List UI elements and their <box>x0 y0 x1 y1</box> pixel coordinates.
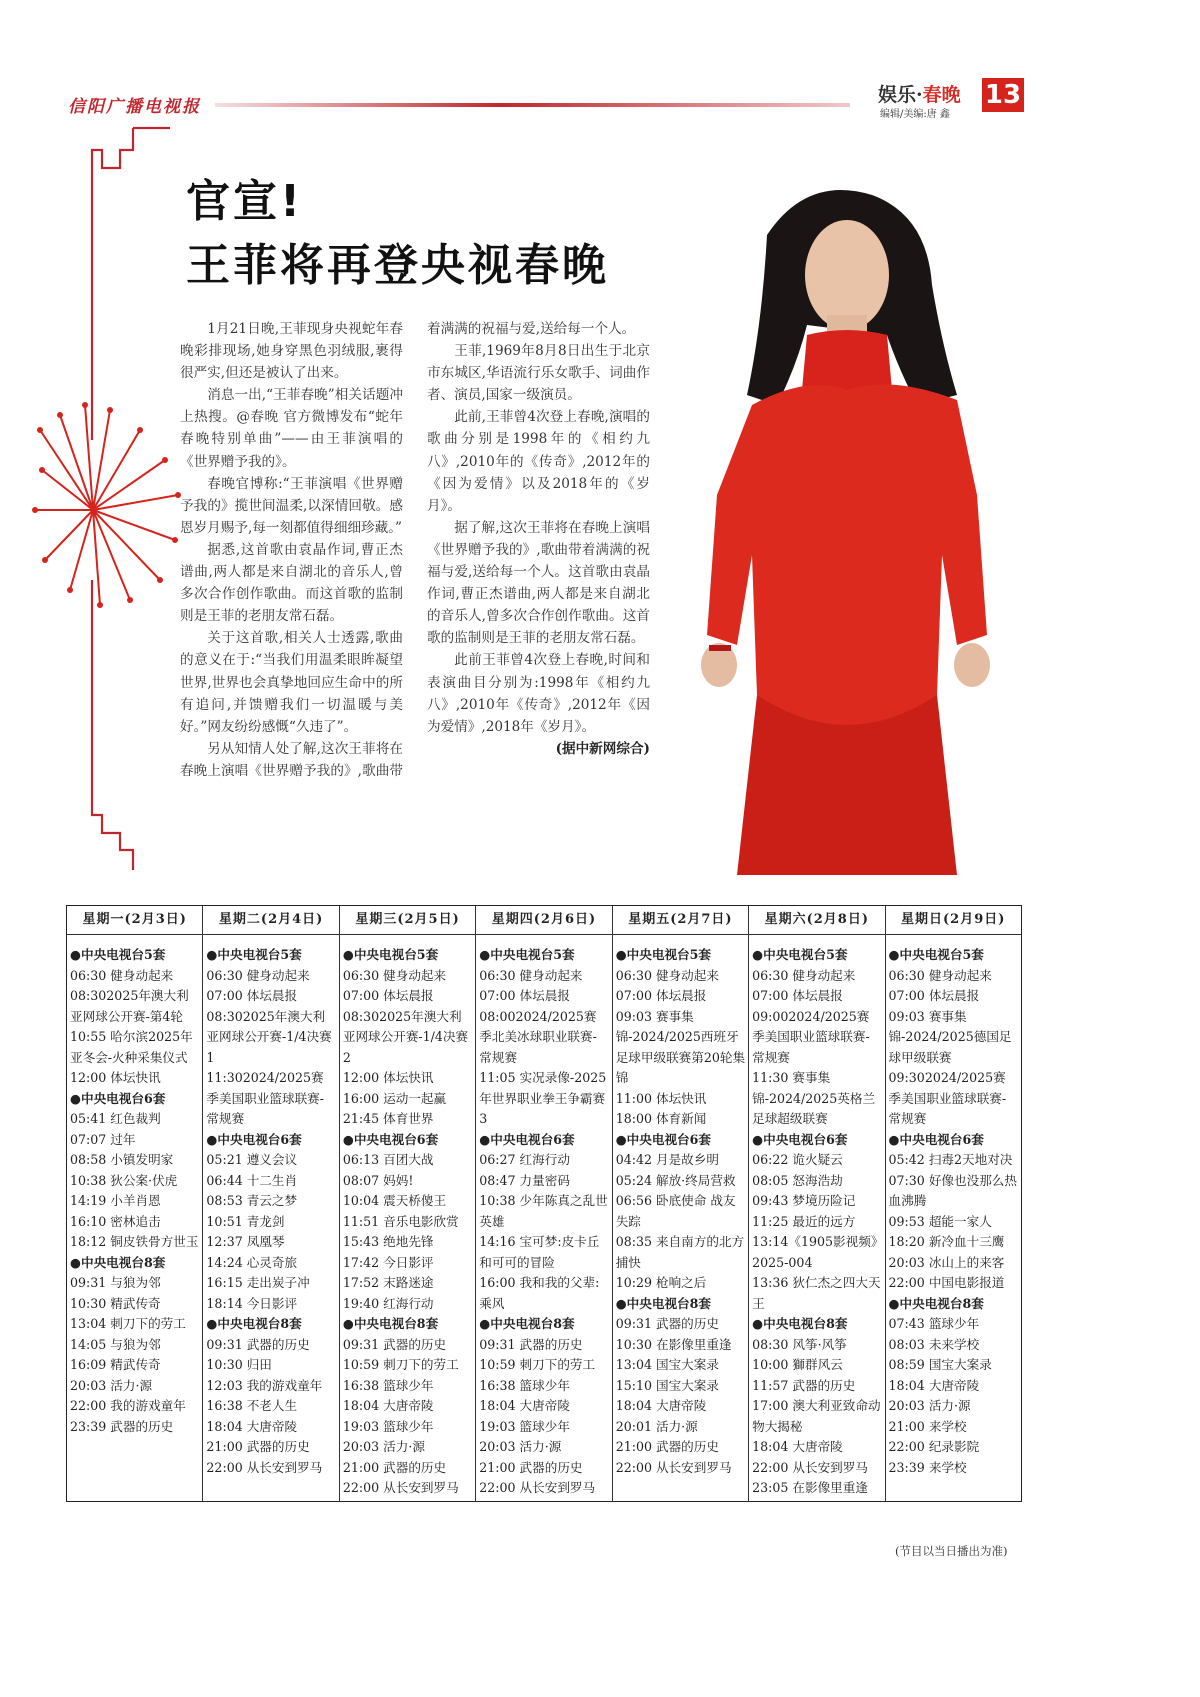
article-paragraph: 另从知情人处了解,这次王菲将在春晚上演唱《世界赠予我的》,歌曲带着满满的祝福与爱,送给每一个人。 <box>180 321 636 779</box>
schedule-day-column <box>203 906 339 1501</box>
program-entry: 13:04 刺刀下的劳工 <box>70 1316 186 1331</box>
program-entry: 12:00 体坛快讯 <box>342 1070 434 1085</box>
program-entry: 10:51 青龙剑 <box>206 1213 285 1229</box>
program-entry: 16:00 运动一起赢 <box>342 1090 447 1106</box>
program-entry: 22:00 从长安到罗马 <box>479 1480 596 1495</box>
program-entry: 10:04 震天桥傻王 <box>342 1193 447 1208</box>
program-entry: 17:42 今日影评 <box>342 1254 434 1270</box>
article-paragraph: 据悉,这首歌由袁晶作词,曹正杰谱曲,两人都是来自湖北的音乐人,曾多次合作创作歌曲。而这首歌的监制则是王菲的老朋友常石磊。 <box>180 541 403 625</box>
program-entry: 21:45 体育世界 <box>342 1111 434 1126</box>
article-paragraph: 此前王菲曾4次登上春晚,时间和表演曲目分别为:1998年《相约九八》,2010年《传奇》,2012年《因为爱情》,2018年《岁月》。 <box>427 652 650 735</box>
program-entry: 08:58 小镇发明家 <box>70 1152 174 1167</box>
program-entry: 09:43 梦境历险记 <box>752 1193 856 1208</box>
program-entry: 21:00 武器的历史 <box>342 1459 447 1475</box>
program-entry: 21:00 武器的历史 <box>206 1439 310 1454</box>
program-entry: 15:43 绝地先锋 <box>342 1234 434 1249</box>
program-entry: 04:42 月是故乡明 <box>615 1152 719 1167</box>
program-entry: 16:15 走出炭子冲 <box>206 1275 310 1290</box>
program-entry: 05:42 扫毒2天地对决 <box>888 1152 1013 1167</box>
program-entry: 22:00 中国电影报道 <box>888 1275 1005 1290</box>
channel-heading: ●中央电视台8套 <box>479 1316 575 1331</box>
program-entry: 18:00 体育新闻 <box>615 1111 707 1126</box>
article-paragraph: 消息一出,“王菲春晚”相关话题冲上热搜。@春晚 官方微博发布“蛇年春晚特别单曲”——由王菲演唱的《世界赠予我的》。 <box>180 387 403 470</box>
section-accent: 春晚 <box>922 84 961 106</box>
program-entry: 20:03 活力·源 <box>479 1439 562 1454</box>
program-entry: 12:37 凤凰琴 <box>206 1234 285 1249</box>
program-entry: 06:13 百团大战 <box>342 1152 434 1167</box>
tv-schedule-table <box>66 905 1022 1502</box>
program-entry: 06:30 健身动起来 <box>70 967 174 983</box>
program-entry: 18:04 大唐帝陵 <box>615 1398 707 1413</box>
schedule-day-column <box>749 906 885 1501</box>
program-entry: 18:04 大唐帝陵 <box>479 1398 570 1413</box>
schedule-day-column <box>340 906 476 1501</box>
program-entry: 09:03 赛事集锦-2024/2025德国足球甲级联赛 <box>888 1008 1012 1065</box>
program-entry: 10:30 精武传奇 <box>70 1295 161 1311</box>
program-entry: 06:30 健身动起来 <box>206 967 310 983</box>
program-entry: 07:00 体坛晨报 <box>615 988 707 1003</box>
channel-heading: ●中央电视台5套 <box>342 947 439 962</box>
article-source: (据中新网综合) <box>555 740 650 757</box>
section-prefix: 娱乐· <box>878 84 923 106</box>
program-entry: 22:00 纪录影院 <box>888 1439 980 1454</box>
program-entry: 21:00 武器的历史 <box>479 1459 583 1475</box>
page-number: 13 <box>982 78 1024 112</box>
program-entry: 07:00 体坛晨报 <box>342 988 434 1003</box>
article-paragraph: 关于这首歌,相关人士透露,歌曲的意义在于:“当我们用温柔眼眸凝望世界,世界也会真挚地回应生命中的所有追问,并馈赠我们一切温暖与美好。”网友纷纷感慨“久违了”。 <box>180 630 403 735</box>
program-entry: 10:29 枪响之后 <box>615 1275 707 1290</box>
schedule-day-header: 星期六(2月8日) <box>749 906 884 935</box>
program-entry: 14:24 心灵奇旅 <box>206 1254 298 1270</box>
program-entry: 06:30 健身动起来 <box>752 967 856 983</box>
firework-ornament <box>35 405 178 605</box>
program-entry: 07:43 篮球少年 <box>888 1316 980 1331</box>
channel-heading: ●中央电视台8套 <box>752 1316 848 1331</box>
schedule-day-header: 星期四(2月6日) <box>476 906 611 935</box>
program-entry: 06:22 诡火疑云 <box>752 1152 843 1167</box>
program-entry: 18:12 铜皮铁骨方世玉 <box>70 1234 199 1249</box>
article-body <box>180 318 650 782</box>
program-entry: 20:03 活力·源 <box>70 1377 153 1393</box>
program-entry: 16:10 密林追击 <box>70 1213 161 1229</box>
channel-heading: ●中央电视台8套 <box>70 1254 166 1270</box>
program-entry: 12:00 体坛快讯 <box>70 1070 161 1085</box>
program-entry: 11:302024/2025赛季美国职业篮球联赛-常规赛 <box>206 1070 325 1126</box>
program-entry: 19:03 篮球少年 <box>479 1418 570 1434</box>
program-entry: 17:00 澳大利亚致命动物大揭秘 <box>752 1398 881 1434</box>
headline-line-1: 官宣! <box>186 176 304 227</box>
program-entry: 09:53 超能一家人 <box>888 1213 992 1229</box>
program-entry: 10:59 刺刀下的劳工 <box>479 1357 596 1372</box>
program-entry: 07:00 体坛晨报 <box>206 988 298 1003</box>
program-entry: 11:25 最近的远方 <box>752 1213 856 1229</box>
program-entry: 13:04 国宝大案录 <box>615 1357 719 1372</box>
program-entry: 09:002024/2025赛季美国职业篮球联赛-常规赛 <box>752 1008 870 1065</box>
program-entry: 06:30 健身动起来 <box>615 967 719 983</box>
program-entry: 09:31 武器的历史 <box>342 1336 447 1352</box>
program-entry: 11:57 武器的历史 <box>752 1377 856 1393</box>
program-entry: 21:00 武器的历史 <box>615 1439 719 1454</box>
channel-heading: ●中央电视台8套 <box>615 1295 712 1311</box>
program-entry: 08:53 青云之梦 <box>206 1193 298 1208</box>
program-entry: 06:27 红海行动 <box>479 1152 570 1167</box>
program-entry: 18:04 大唐帝陵 <box>342 1398 434 1413</box>
program-entry: 08:47 力量密码 <box>479 1172 570 1188</box>
channel-heading: ●中央电视台6套 <box>206 1131 302 1147</box>
program-entry: 07:00 体坛晨报 <box>888 988 980 1003</box>
program-entry: 20:03 冰山上的来客 <box>888 1254 1005 1270</box>
program-entry: 23:05 在影像里重逢 <box>752 1480 868 1495</box>
program-entry: 11:05 实况录像-2025年世界职业拳王争霸赛3 <box>479 1070 607 1126</box>
program-entry: 20:01 活力·源 <box>615 1418 698 1434</box>
schedule-day-column <box>67 906 203 1501</box>
schedule-day-header: 星期日(2月9日) <box>886 906 1021 935</box>
program-entry: 14:19 小羊肖恩 <box>70 1193 161 1208</box>
program-entry: 18:04 大唐帝陵 <box>888 1377 980 1393</box>
channel-heading: ●中央电视台6套 <box>70 1090 166 1106</box>
program-entry: 18:14 今日影评 <box>206 1295 298 1311</box>
channel-heading: ●中央电视台6套 <box>615 1131 712 1147</box>
program-entry: 08:302025年澳大利亚网球公开赛-第4轮 <box>70 988 189 1024</box>
program-entry: 10:00 獅群风云 <box>752 1357 843 1372</box>
channel-heading: ●中央电视台5套 <box>206 947 302 962</box>
schedule-day-header: 星期五(2月7日) <box>613 906 748 935</box>
article-paragraph: 王菲,1969年8月8日出生于北京市东城区,华语流行乐女歌手、词曲作者、演员,国家一级演员。 <box>427 343 650 404</box>
program-entry: 22:00 我的游戏童年 <box>70 1398 186 1413</box>
program-entry: 10:55 哈尔滨2025年亚冬会-火种采集仪式 <box>70 1029 193 1065</box>
program-entry: 16:38 不老人生 <box>206 1398 298 1413</box>
program-entry: 07:30 好像也没那么热血沸腾 <box>888 1172 1017 1208</box>
program-entry: 15:10 国宝大案录 <box>615 1377 719 1393</box>
program-entry: 21:00 来学校 <box>888 1418 967 1434</box>
channel-heading: ●中央电视台5套 <box>888 947 984 962</box>
schedule-day-column <box>886 906 1021 1501</box>
program-entry: 06:30 健身动起来 <box>342 967 447 983</box>
program-entry: 10:30 在影像里重逢 <box>615 1336 732 1352</box>
program-entry: 11:00 体坛快讯 <box>615 1090 707 1106</box>
program-entry: 16:38 篮球少年 <box>342 1377 434 1393</box>
program-entry: 09:03 赛事集锦-2024/2025西班牙足球甲级联赛第20轮集锦 <box>615 1008 746 1085</box>
program-entry: 22:00 从长安到罗马 <box>615 1459 732 1475</box>
schedule-day-header: 星期二(2月4日) <box>203 906 338 935</box>
program-entry: 18:04 大唐帝陵 <box>752 1439 843 1454</box>
program-entry: 23:39 来学校 <box>888 1459 967 1475</box>
program-entry: 05:24 解放·终局营救 <box>615 1172 736 1188</box>
program-entry: 23:39 武器的历史 <box>70 1418 174 1434</box>
program-entry: 19:40 红海行动 <box>342 1295 434 1311</box>
program-entry: 16:09 精武传奇 <box>70 1357 161 1372</box>
program-entry: 06:56 卧底使命 战友失踪 <box>615 1193 736 1229</box>
program-entry: 14:16 宝可梦:皮卡丘和可可的冒险 <box>479 1234 600 1270</box>
program-entry: 08:03 未来学校 <box>888 1336 980 1352</box>
program-entry: 12:03 我的游戏童年 <box>206 1377 323 1393</box>
editor-credit: 编辑/美编:唐 鑫 <box>880 109 950 120</box>
program-entry: 06:30 健身动起来 <box>479 967 583 983</box>
schedule-footnote: (节目以当日播出为准) <box>895 1544 1008 1558</box>
channel-heading: ●中央电视台6套 <box>888 1131 984 1147</box>
channel-heading: ●中央电视台5套 <box>479 947 575 962</box>
program-entry: 09:31 武器的历史 <box>615 1316 719 1331</box>
program-entry: 18:20 新冷血十三鹰 <box>888 1234 1005 1249</box>
schedule-day-header: 星期三(2月5日) <box>340 906 475 935</box>
program-entry: 07:07 过年 <box>70 1131 136 1147</box>
program-entry: 05:21 遵义会议 <box>206 1152 298 1167</box>
program-entry: 08:002024/2025赛季北美冰球职业联赛-常规赛 <box>479 1008 597 1065</box>
program-entry: 07:00 体坛晨报 <box>752 988 843 1003</box>
program-entry: 13:14《1905影视频》2025-004 <box>752 1234 878 1270</box>
program-entry: 09:31 武器的历史 <box>479 1336 583 1352</box>
program-entry: 09:31 与狼为邻 <box>70 1275 161 1290</box>
program-entry: 10:38 少年陈真之乱世英雄 <box>479 1193 608 1229</box>
article-paragraph: 春晚官博称:“王菲演唱《世界赠予我的》揽世间温柔,以深情回敬。感恩岁月赐予,每一刻都值得细细珍藏。” <box>180 475 403 536</box>
newspaper-name: 信阳广播电视报 <box>68 97 201 117</box>
channel-heading: ●中央电视台8套 <box>206 1316 302 1331</box>
channel-heading: ●中央电视台6套 <box>479 1131 575 1147</box>
program-entry: 20:03 活力·源 <box>888 1398 971 1413</box>
program-entry: 14:05 与狼为邻 <box>70 1336 161 1352</box>
program-entry: 08:302025年澳大利亚网球公开赛-1/4决赛2 <box>342 1008 469 1065</box>
program-entry: 09:302024/2025赛季美国职业篮球联赛-常规赛 <box>888 1070 1007 1126</box>
program-entry: 07:00 体坛晨报 <box>479 988 570 1003</box>
schedule-day-header: 星期一(2月3日) <box>67 906 202 935</box>
program-entry: 22:00 从长安到罗马 <box>752 1459 868 1475</box>
program-entry: 11:30 赛事集锦-2024/2025英格兰足球超级联赛 <box>752 1070 876 1126</box>
program-entry: 08:59 国宝大案录 <box>888 1357 992 1372</box>
program-entry: 16:00 我和我的父辈:乘风 <box>479 1275 600 1311</box>
schedule-day-column <box>476 906 612 1501</box>
schedule-day-column <box>613 906 749 1501</box>
program-entry: 08:302025年澳大利亚网球公开赛-1/4决赛1 <box>206 1008 332 1065</box>
channel-heading: ●中央电视台8套 <box>342 1316 439 1331</box>
program-entry: 10:38 狄公案·伏虎 <box>70 1172 178 1188</box>
article-paragraph: 此前,王菲曾4次登上春晚,演唱的歌曲分别是1998年的《相约九八》,2010年的《传奇》,2012年的《因为爱情》以及2018年的《岁月》。 <box>427 409 650 514</box>
headline <box>186 170 609 298</box>
program-entry: 09:31 武器的历史 <box>206 1336 310 1352</box>
program-entry: 13:36 狄仁杰之四大天王 <box>752 1275 881 1311</box>
program-entry: 10:59 刺刀下的劳工 <box>342 1357 459 1372</box>
program-entry: 08:05 怒海浩劫 <box>752 1172 843 1188</box>
program-entry: 08:07 妈妈! <box>342 1172 414 1188</box>
channel-heading: ●中央电视台6套 <box>752 1131 848 1147</box>
article-paragraph: 据了解,这次王菲将在春晚上演唱《世界赠予我的》,歌曲带着满满的祝福与爱,送给每一个人。这首歌由袁晶作词,曹正杰谱曲,两人都是来自湖北的音乐人,曾多次合作创作歌曲。这首歌的监制则是王菲的老朋友常石磊。 <box>427 519 650 647</box>
program-entry: 20:03 活力·源 <box>342 1439 425 1454</box>
program-entry: 22:00 从长安到罗马 <box>342 1480 459 1495</box>
program-entry: 19:03 篮球少年 <box>342 1418 434 1434</box>
channel-heading: ●中央电视台6套 <box>342 1131 439 1147</box>
program-entry: 17:52 末路迷途 <box>342 1275 434 1290</box>
program-entry: 16:38 篮球少年 <box>479 1377 570 1393</box>
channel-heading: ●中央电视台8套 <box>888 1295 984 1311</box>
channel-heading: ●中央电视台5套 <box>752 947 848 962</box>
article-paragraph: 1月21日晚,王菲现身央视蛇年春晚彩排现场,她身穿黑色羽绒服,裹得很严实,但还是被认了出来。 <box>180 321 403 382</box>
channel-heading: ●中央电视台5套 <box>70 947 166 962</box>
program-entry: 11:51 音乐电影欣赏 <box>342 1213 459 1229</box>
program-entry: 10:30 归田 <box>206 1357 272 1372</box>
program-entry: 18:04 大唐帝陵 <box>206 1418 298 1434</box>
headline-line-2: 王菲将再登央视春晚 <box>186 240 609 291</box>
portrait-photo <box>657 175 1025 875</box>
program-entry: 05:41 红色裁判 <box>70 1111 161 1126</box>
program-entry: 22:00 从长安到罗马 <box>206 1459 323 1475</box>
channel-heading: ●中央电视台5套 <box>615 947 712 962</box>
program-entry: 08:35 来自南方的北方捕快 <box>615 1234 745 1270</box>
program-entry: 08:30 风筝·风筝 <box>752 1336 847 1352</box>
program-entry: 06:44 十二生肖 <box>206 1172 298 1188</box>
program-entry: 06:30 健身动起来 <box>888 967 992 983</box>
